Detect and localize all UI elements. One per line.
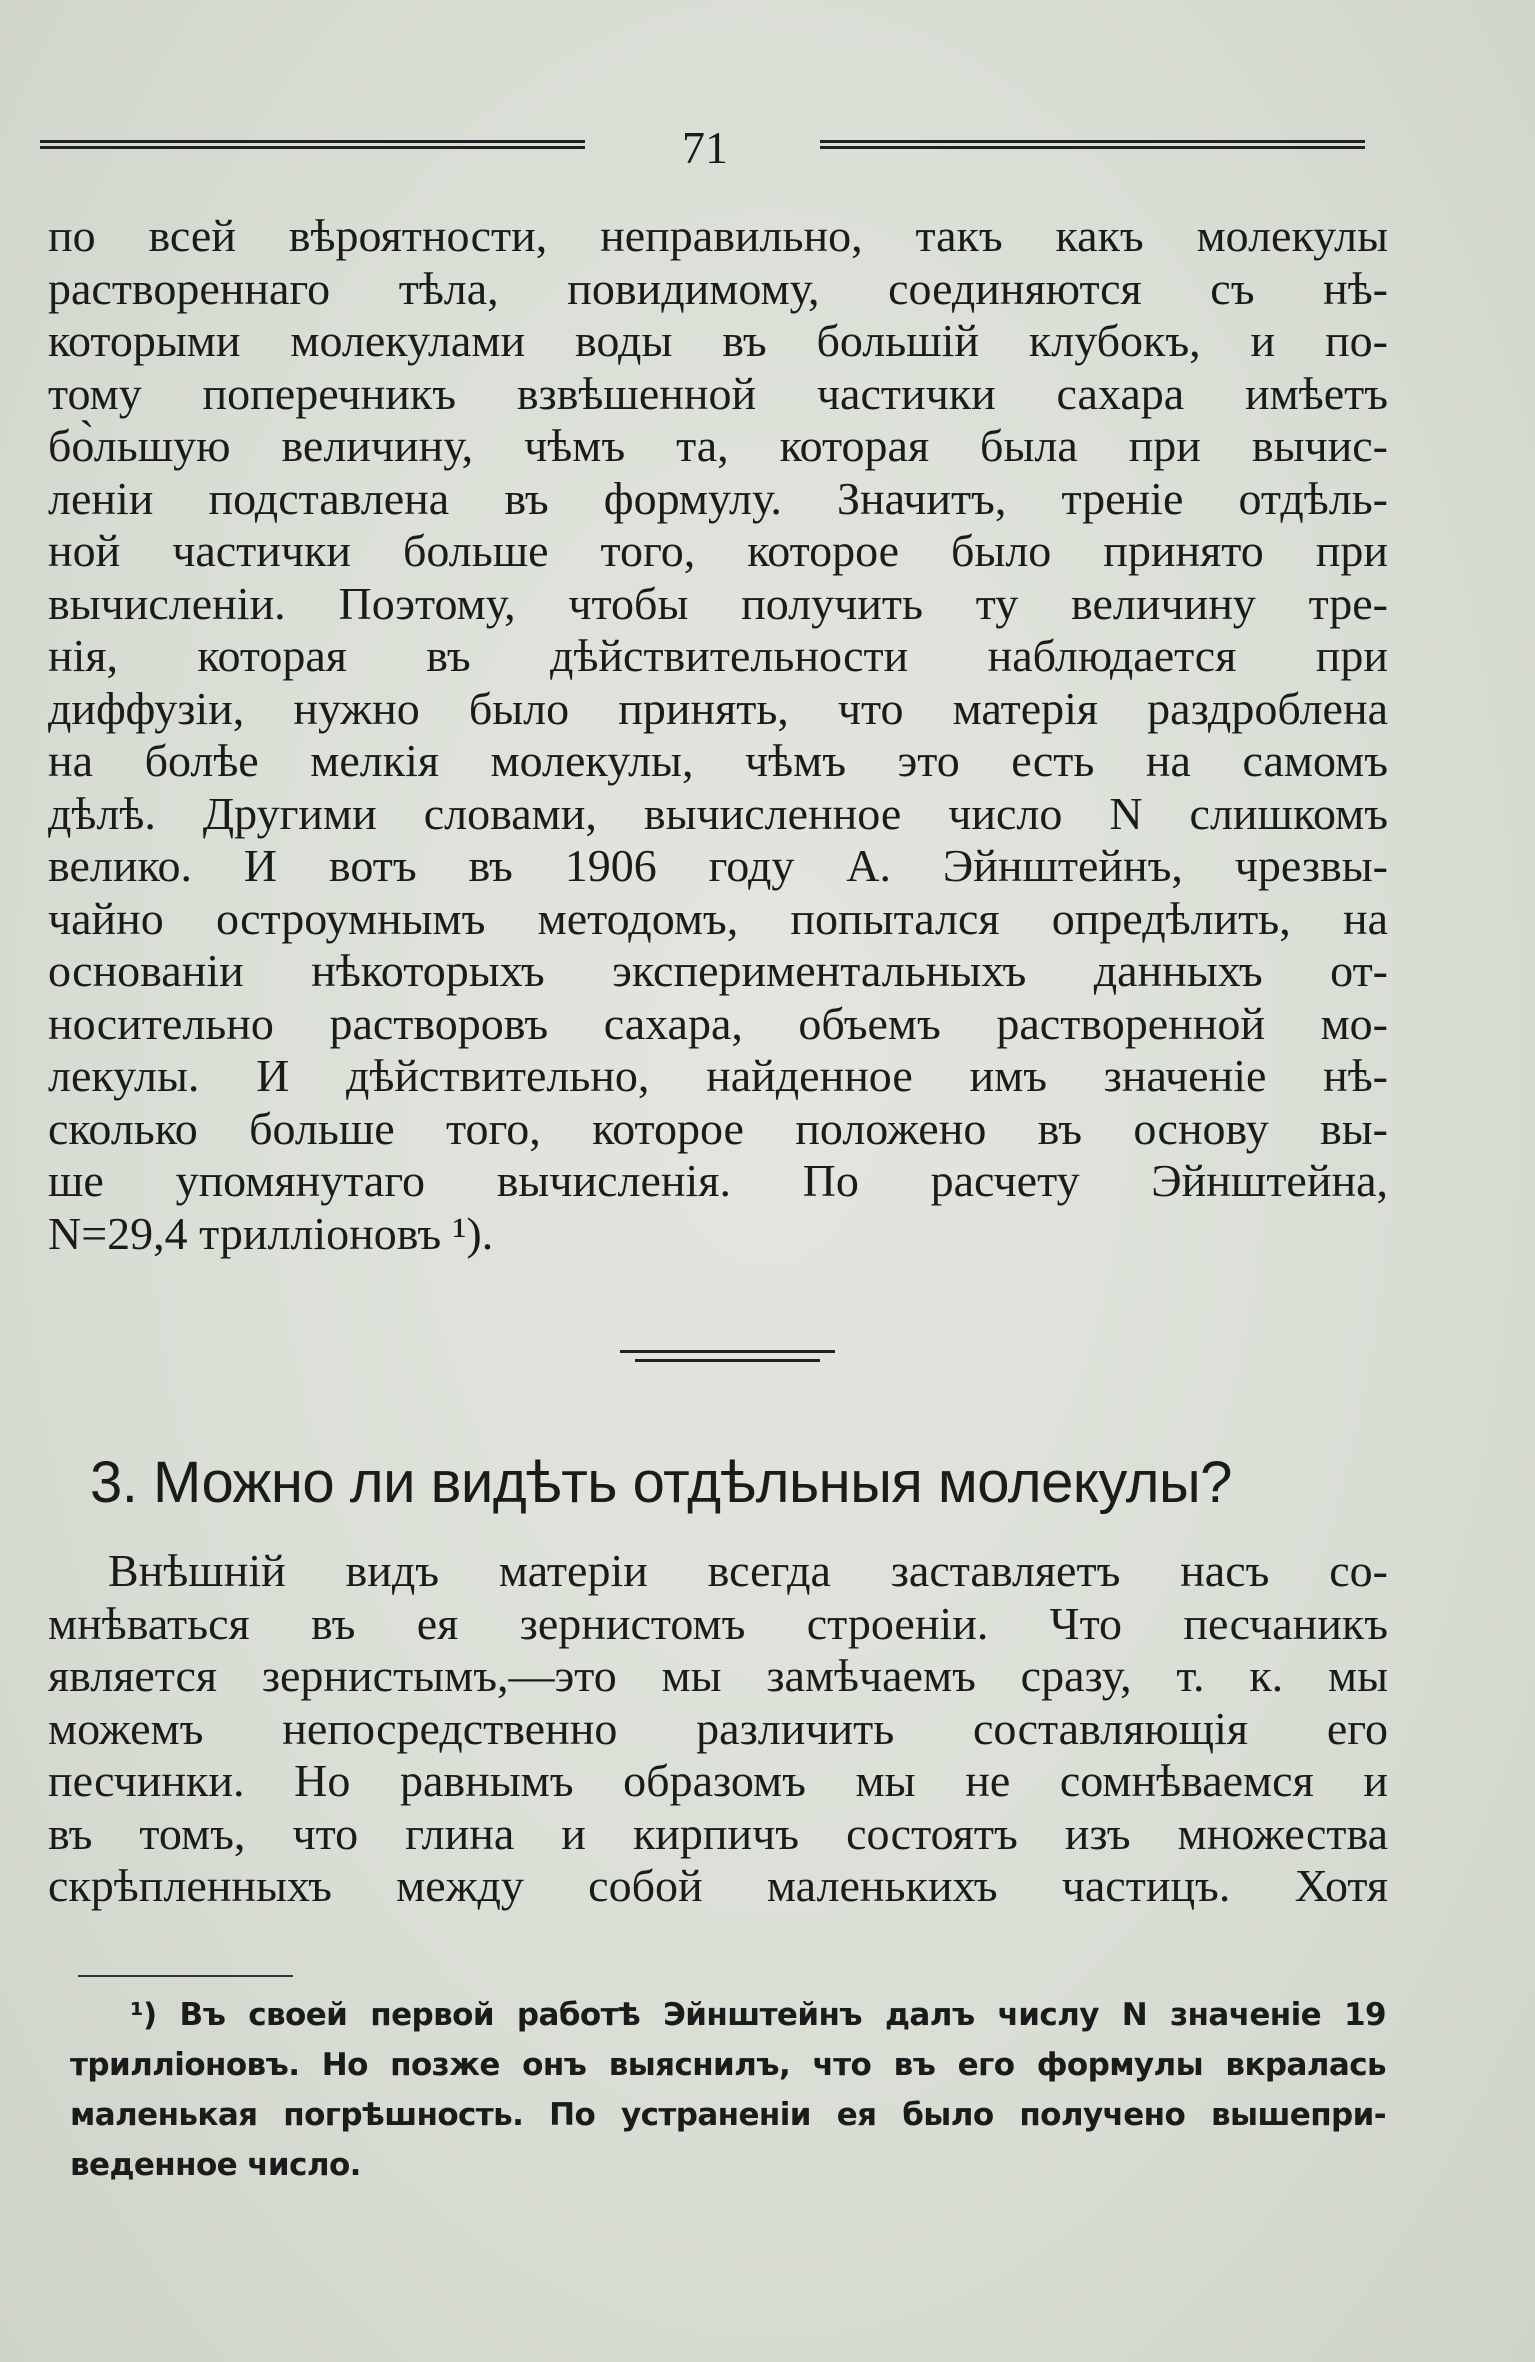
text-line: Внѣшній видъ матеріи всегда заставляетъ насъ со- (108, 1545, 1388, 1596)
text-line: вычисленіи. Поэтому, чтобы получить ту величину тре- (48, 577, 1388, 629)
text-line: на болѣе мелкія молекулы, чѣмъ это есть на самомъ (48, 735, 1388, 786)
paragraph-continued (48, 210, 1388, 1260)
text-line: является зернистымъ,—это мы замѣчаемъ сразу, т. к. мы (48, 1650, 1388, 1701)
text-line: N=29,4 трилліоновъ ¹). (48, 1207, 494, 1259)
text-line: чайно остроумнымъ методомъ, попытался опредѣлить, на (48, 892, 1388, 944)
text-line: велико. И вотъ въ 1906 году А. Эйнштейнъ, чрезвы- (48, 840, 1388, 891)
footnote-line: веденное число. (70, 2147, 361, 2183)
text-line: лекулы. И дѣйствительно, найденное имъ значеніе нѣ- (48, 1050, 1388, 1101)
text-line: скрѣпленныхъ между собой маленькихъ частицъ. Хотя (48, 1860, 1388, 1911)
text-line: сколько больше того, которое положено въ основу вы- (48, 1102, 1388, 1154)
text-line: песчинки. Но равнымъ образомъ мы не сомнѣваемся и (48, 1755, 1388, 1806)
page-header (40, 118, 1370, 178)
text-line: раствореннаго тѣла, повидимому, соединяются съ нѣ- (48, 262, 1388, 314)
header-rule-left (40, 140, 585, 154)
text-line: основаніи нѣкоторыхъ экспериментальныхъ данныхъ от- (48, 945, 1388, 996)
text-line: которыми молекулами воды въ большій клубокъ, и по- (48, 315, 1388, 366)
footnote (70, 1990, 1386, 2190)
text-line: леніи подставлена въ формулу. Значитъ, треніе отдѣль- (48, 472, 1388, 524)
text-line: нія, которая въ дѣйствительности наблюдается при (48, 630, 1388, 681)
footnote-separator (78, 1975, 293, 1977)
text-line: бо̀льшую величину, чѣмъ та, которая была при вычис- (48, 420, 1388, 471)
text-line: въ томъ, что глина и кирпичъ состоятъ изъ множества (48, 1807, 1388, 1859)
text-line: диффузіи, нужно было принять, что матерія раздроблена (48, 682, 1388, 734)
text-line: мнѣваться въ ея зернистомъ строеніи. Что песчаникъ (48, 1597, 1388, 1649)
text-line: носительно растворовъ сахара, объемъ растворенной мо- (48, 997, 1388, 1049)
footnote-line: маленькая погрѣшность. По устраненіи ея было получено вышепри- (70, 2097, 1386, 2133)
section-heading: 3. Можно ли видѣть отдѣльныя молекулы? (90, 1450, 1232, 1515)
text-line: по всей вѣроятности, неправильно, такъ какъ молекулы (48, 210, 1388, 261)
header-rule-right (820, 140, 1365, 154)
text-line: ной частички больше того, которое было принято при (48, 525, 1388, 576)
footnote-line: ¹) Въ своей первой работѣ Эйнштейнъ далъ числу N значеніе 19 (130, 1997, 1386, 2033)
text-line: ше упомянутаго вычисленія. По расчету Эйнштейна, (48, 1155, 1388, 1206)
page-number: 71 (682, 122, 728, 173)
footnote-line: трилліоновъ. Но позже онъ выяснилъ, что въ его формулы вкралась (70, 2047, 1386, 2083)
section-divider (620, 1350, 835, 1368)
text-line: тому поперечникъ взвѣшенной частички сахара имѣетъ (48, 367, 1388, 419)
text-line: дѣлѣ. Другими словами, вычисленное число N слишкомъ (48, 787, 1388, 839)
text-line: можемъ непосредственно различить составляющія его (48, 1702, 1388, 1754)
paragraph-section-3 (48, 1545, 1388, 1913)
